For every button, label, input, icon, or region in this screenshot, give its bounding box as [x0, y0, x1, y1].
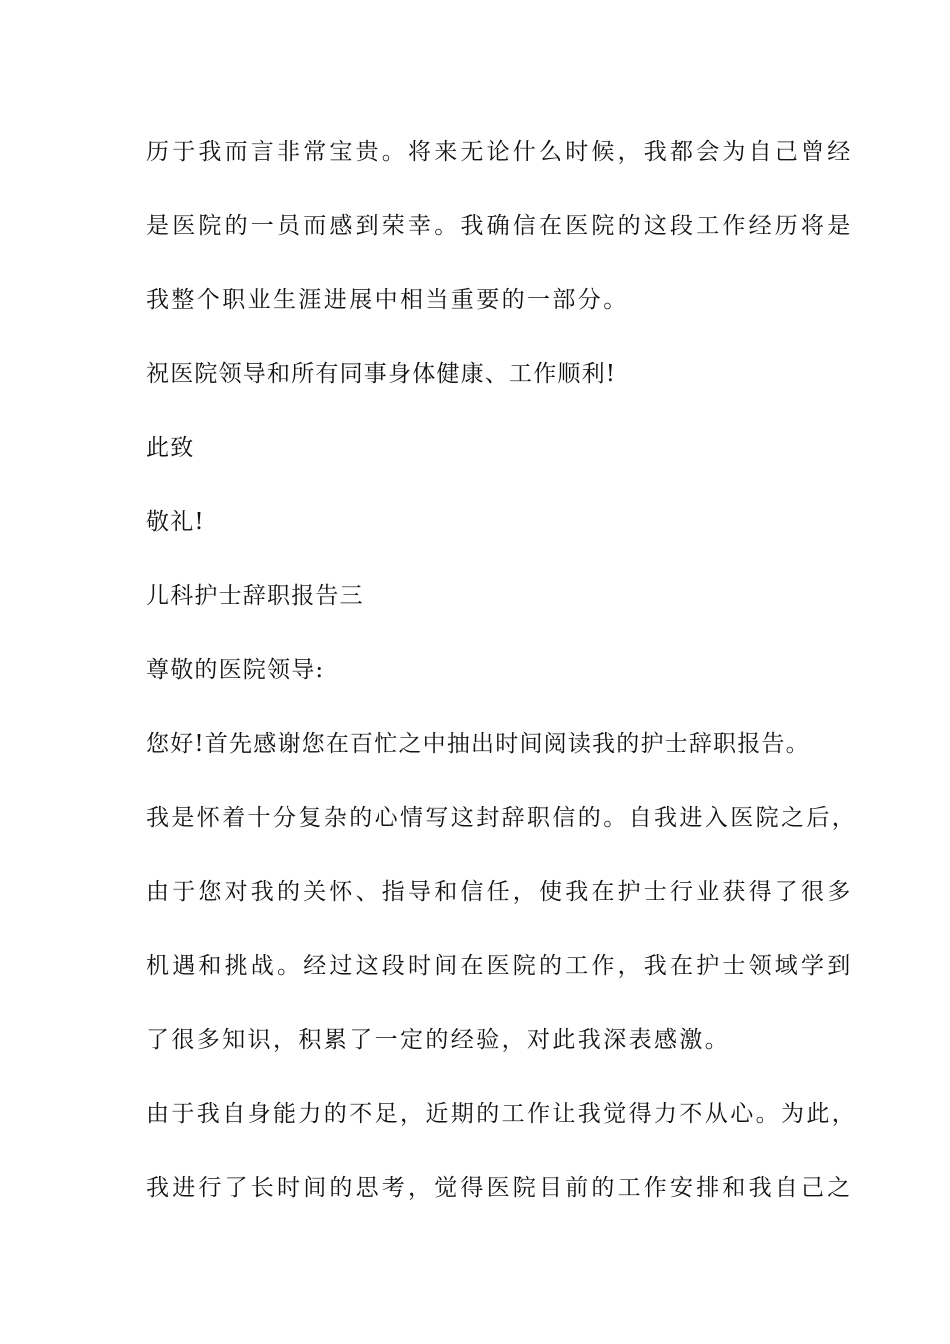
- paragraph-line-9: 您好!首先感谢您在百忙之中抽出时间阅读我的护士辞职报告。: [146, 731, 810, 757]
- paragraph-line-3: 我整个职业生涯进展中相当重要的一部分。: [146, 287, 629, 313]
- paragraph-line-10: 我是怀着十分复杂的心情写这封辞职信的。自我进入医院之后，: [146, 805, 858, 831]
- paragraph-line-12: 机遇和挑战。经过这段时间在医院的工作，我在护士领域学到: [146, 953, 854, 979]
- salutation-cizhi: 此致: [146, 435, 195, 461]
- salutation-jingli: 敬礼!: [146, 509, 205, 535]
- greeting: 尊敬的医院领导:: [146, 657, 325, 683]
- paragraph-line-13: 了很多知识，积累了一定的经验，对此我深表感激。: [146, 1027, 731, 1053]
- paragraph-line-14: 由于我自身能力的不足，近期的工作让我觉得力不从心。为此，: [146, 1101, 858, 1127]
- paragraph-line-2: 是医院的一员而感到荣幸。我确信在医院的这段工作经历将是: [146, 213, 854, 239]
- paragraph-line-15: 我进行了长时间的思考，觉得医院目前的工作安排和我自己之: [146, 1175, 854, 1201]
- paragraph-line-1: 历于我而言非常宝贵。将来无论什么时候，我都会为自己曾经: [146, 139, 854, 165]
- section-title: 儿科护士辞职报告三: [146, 583, 364, 609]
- paragraph-line-11: 由于您对我的关怀、指导和信任，使我在护士行业获得了很多: [146, 879, 854, 905]
- closing-wish: 祝医院领导和所有同事身体健康、工作顺利!: [146, 361, 617, 387]
